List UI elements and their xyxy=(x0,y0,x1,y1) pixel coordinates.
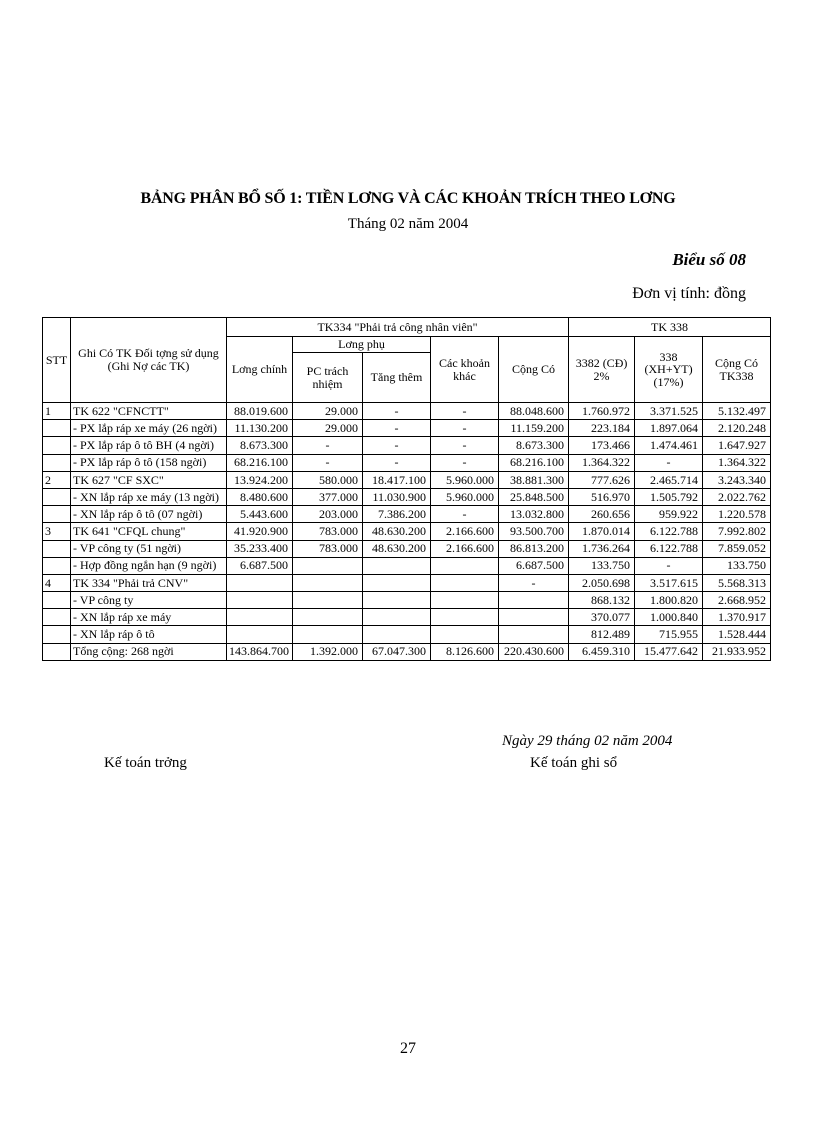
cell-tang-them: 48.630.200 xyxy=(363,523,431,540)
cell-3382: 516.970 xyxy=(569,488,635,505)
cell-338-xh-yt: 15.477.642 xyxy=(635,643,703,660)
form-number: Biểu số 08 xyxy=(672,250,746,269)
cell-pc-trach-nhiem xyxy=(293,557,363,574)
cell-luong-chinh: 6.687.500 xyxy=(227,557,293,574)
row-label: - XN lắp ráp ô tô xyxy=(71,626,227,643)
cell-cong-co: 25.848.500 xyxy=(499,488,569,505)
table-row xyxy=(43,540,771,557)
row-stt: 4 xyxy=(43,574,71,591)
cell-tang-them xyxy=(363,557,431,574)
cell-cac-khoan-khac: - xyxy=(431,454,499,471)
cell-3382: 6.459.310 xyxy=(569,643,635,660)
cell-cong-co-338: 2.120.248 xyxy=(703,420,771,437)
cell-luong-chinh: 11.130.200 xyxy=(227,420,293,437)
row-stt xyxy=(43,626,71,643)
cell-tang-them: 18.417.100 xyxy=(363,471,431,488)
table-row xyxy=(43,557,771,574)
cell-cong-co-338: 1.370.917 xyxy=(703,609,771,626)
cell-pc-trach-nhiem xyxy=(293,609,363,626)
row-label: - VP công ty (51 ngời) xyxy=(71,540,227,557)
cell-3382: 812.489 xyxy=(569,626,635,643)
row-stt xyxy=(43,506,71,523)
row-label: - PX lắp ráp ô tô BH (4 ngời) xyxy=(71,437,227,454)
cell-cac-khoan-khac: 2.166.600 xyxy=(431,523,499,540)
table-row xyxy=(43,488,771,505)
cell-luong-chinh: 41.920.900 xyxy=(227,523,293,540)
cell-pc-trach-nhiem: - xyxy=(293,454,363,471)
header-luong-phu: Lơng phụ xyxy=(293,337,431,353)
row-label: - VP công ty xyxy=(71,592,227,609)
cell-338-xh-yt: 6.122.788 xyxy=(635,523,703,540)
cell-3382: 173.466 xyxy=(569,437,635,454)
cell-cong-co: 88.048.600 xyxy=(499,403,569,420)
row-stt xyxy=(43,609,71,626)
cell-cong-co-338: 1.647.927 xyxy=(703,437,771,454)
cell-cong-co-338: 7.992.802 xyxy=(703,523,771,540)
cell-338-xh-yt: 6.122.788 xyxy=(635,540,703,557)
cell-luong-chinh xyxy=(227,592,293,609)
cell-tang-them xyxy=(363,626,431,643)
cell-cac-khoan-khac xyxy=(431,626,499,643)
row-label: TK 334 "Phải trả CNV" xyxy=(71,574,227,591)
cell-cong-co-338: 1.220.578 xyxy=(703,506,771,523)
table-row xyxy=(43,609,771,626)
cell-pc-trach-nhiem xyxy=(293,626,363,643)
cell-338-xh-yt: 1.800.820 xyxy=(635,592,703,609)
cell-tang-them: - xyxy=(363,454,431,471)
cell-3382: 1.760.972 xyxy=(569,403,635,420)
header-stt: STT xyxy=(43,318,71,403)
header-account: Ghi Có TK Đối tợng sử dụng (Ghi Nợ các TK) xyxy=(71,318,227,403)
header-tang-them: Tăng thêm xyxy=(363,353,431,403)
table-body xyxy=(43,403,771,661)
document-subtitle: Tháng 02 năm 2004 xyxy=(347,216,469,232)
cell-luong-chinh: 8.480.600 xyxy=(227,488,293,505)
cell-338-xh-yt: - xyxy=(635,557,703,574)
cell-338-xh-yt: 1.000.840 xyxy=(635,609,703,626)
cell-3382: 1.870.014 xyxy=(569,523,635,540)
cell-3382: 1.364.322 xyxy=(569,454,635,471)
cell-cong-co: 38.881.300 xyxy=(499,471,569,488)
row-label: TK 641 "CFQL chung" xyxy=(71,523,227,540)
table-row xyxy=(43,454,771,471)
table-row xyxy=(43,471,771,488)
cell-pc-trach-nhiem: 203.000 xyxy=(293,506,363,523)
row-label: - XN lắp ráp xe máy xyxy=(71,609,227,626)
page-number: 27 xyxy=(400,1040,416,1057)
cell-luong-chinh xyxy=(227,626,293,643)
table-row xyxy=(43,437,771,454)
table-row xyxy=(43,403,771,420)
cell-pc-trach-nhiem: - xyxy=(293,437,363,454)
row-label: TK 622 "CFNCTT" xyxy=(71,403,227,420)
row-stt xyxy=(43,592,71,609)
row-stt xyxy=(43,488,71,505)
row-stt xyxy=(43,454,71,471)
cell-3382: 868.132 xyxy=(569,592,635,609)
row-stt: 1 xyxy=(43,403,71,420)
cell-cong-co-338: 1.364.322 xyxy=(703,454,771,471)
signature-date: Ngày 29 tháng 02 năm 2004 xyxy=(502,733,673,749)
row-label: - XN lắp ráp xe máy (13 ngời) xyxy=(71,488,227,505)
cell-cac-khoan-khac: - xyxy=(431,437,499,454)
cell-tang-them: - xyxy=(363,420,431,437)
cell-cong-co: - xyxy=(499,574,569,591)
table-row xyxy=(43,626,771,643)
row-stt xyxy=(43,437,71,454)
cell-cong-co: 68.216.100 xyxy=(499,454,569,471)
row-label: - XN lắp ráp ô tô (07 ngời) xyxy=(71,506,227,523)
row-stt xyxy=(43,420,71,437)
cell-pc-trach-nhiem xyxy=(293,592,363,609)
header-3382: 3382 (CĐ) 2% xyxy=(569,337,635,403)
header-tk334: TK334 "Phải trả công nhân viên" xyxy=(227,318,569,337)
cell-cong-co xyxy=(499,609,569,626)
table-row xyxy=(43,420,771,437)
cell-3382: 1.736.264 xyxy=(569,540,635,557)
cell-luong-chinh: 8.673.300 xyxy=(227,437,293,454)
row-stt xyxy=(43,557,71,574)
cell-tang-them: 7.386.200 xyxy=(363,506,431,523)
cell-338-xh-yt: 2.465.714 xyxy=(635,471,703,488)
chief-accountant-label: Kế toán trởng xyxy=(104,755,187,771)
cell-pc-trach-nhiem: 377.000 xyxy=(293,488,363,505)
cell-cong-co-338: 1.528.444 xyxy=(703,626,771,643)
cell-pc-trach-nhiem: 29.000 xyxy=(293,420,363,437)
cell-338-xh-yt: 715.955 xyxy=(635,626,703,643)
table-row xyxy=(43,574,771,591)
cell-cong-co-338: 5.132.497 xyxy=(703,403,771,420)
cell-cac-khoan-khac: - xyxy=(431,420,499,437)
cell-luong-chinh xyxy=(227,609,293,626)
cell-pc-trach-nhiem: 580.000 xyxy=(293,471,363,488)
cell-luong-chinh: 5.443.600 xyxy=(227,506,293,523)
cell-338-xh-yt: 1.897.064 xyxy=(635,420,703,437)
cell-cong-co-338: 7.859.052 xyxy=(703,540,771,557)
unit-label: Đơn vị tính: đồng xyxy=(632,285,746,302)
cell-cac-khoan-khac: - xyxy=(431,506,499,523)
cell-pc-trach-nhiem: 29.000 xyxy=(293,403,363,420)
header-luong-chinh: Lơng chính xyxy=(227,337,293,403)
cell-cong-co-338: 3.243.340 xyxy=(703,471,771,488)
row-label: - PX lắp ráp xe máy (26 ngời) xyxy=(71,420,227,437)
header-tk338: TK 338 xyxy=(569,318,771,337)
row-label: - PX lắp ráp ô tô (158 ngời) xyxy=(71,454,227,471)
cell-cong-co: 8.673.300 xyxy=(499,437,569,454)
cell-pc-trach-nhiem: 783.000 xyxy=(293,523,363,540)
cell-338-xh-yt: 3.371.525 xyxy=(635,403,703,420)
cell-pc-trach-nhiem: 783.000 xyxy=(293,540,363,557)
cell-cac-khoan-khac xyxy=(431,574,499,591)
row-label: TK 627 "CF SXC" xyxy=(71,471,227,488)
cell-cong-co-338: 133.750 xyxy=(703,557,771,574)
cell-tang-them: - xyxy=(363,437,431,454)
cell-tang-them xyxy=(363,592,431,609)
cell-tang-them xyxy=(363,574,431,591)
cell-cong-co-338: 21.933.952 xyxy=(703,643,771,660)
cell-cong-co: 220.430.600 xyxy=(499,643,569,660)
cell-cac-khoan-khac xyxy=(431,557,499,574)
cell-cong-co-338: 2.022.762 xyxy=(703,488,771,505)
cell-cac-khoan-khac: - xyxy=(431,403,499,420)
cell-cac-khoan-khac xyxy=(431,592,499,609)
cell-luong-chinh: 68.216.100 xyxy=(227,454,293,471)
cell-cong-co xyxy=(499,592,569,609)
cell-luong-chinh: 35.233.400 xyxy=(227,540,293,557)
cell-tang-them xyxy=(363,609,431,626)
row-stt: 2 xyxy=(43,471,71,488)
row-stt: 3 xyxy=(43,523,71,540)
cell-338-xh-yt: 959.922 xyxy=(635,506,703,523)
cell-tang-them: 11.030.900 xyxy=(363,488,431,505)
cell-luong-chinh: 13.924.200 xyxy=(227,471,293,488)
recording-accountant-label: Kế toán ghi sổ xyxy=(530,755,618,771)
cell-3382: 223.184 xyxy=(569,420,635,437)
cell-tang-them: 48.630.200 xyxy=(363,540,431,557)
table-row xyxy=(43,506,771,523)
cell-cong-co: 11.159.200 xyxy=(499,420,569,437)
cell-tang-them: 67.047.300 xyxy=(363,643,431,660)
cell-cong-co xyxy=(499,626,569,643)
allocation-table xyxy=(42,317,771,661)
cell-338-xh-yt: - xyxy=(635,454,703,471)
cell-cong-co: 93.500.700 xyxy=(499,523,569,540)
cell-cong-co-338: 2.668.952 xyxy=(703,592,771,609)
cell-cac-khoan-khac xyxy=(431,609,499,626)
row-stt xyxy=(43,540,71,557)
cell-tang-them: - xyxy=(363,403,431,420)
row-label: - Hợp đồng ngắn hạn (9 ngời) xyxy=(71,557,227,574)
table-row xyxy=(43,523,771,540)
cell-cac-khoan-khac: 5.960.000 xyxy=(431,488,499,505)
cell-cac-khoan-khac: 5.960.000 xyxy=(431,471,499,488)
cell-cong-co-338: 5.568.313 xyxy=(703,574,771,591)
table-row xyxy=(43,592,771,609)
cell-cong-co: 6.687.500 xyxy=(499,557,569,574)
cell-cac-khoan-khac: 2.166.600 xyxy=(431,540,499,557)
cell-338-xh-yt: 1.505.792 xyxy=(635,488,703,505)
cell-338-xh-yt: 3.517.615 xyxy=(635,574,703,591)
cell-luong-chinh xyxy=(227,574,293,591)
header-cong-co-338: Cộng Có TK338 xyxy=(703,337,771,403)
header-pc-trach-nhiem: PC trách nhiệm xyxy=(293,353,363,403)
row-label: Tổng cộng: 268 ngời xyxy=(71,643,227,660)
header-cac-khoan-khac: Các khoản khác xyxy=(431,337,499,403)
document-title: BẢNG PHÂN BỔ SỐ 1: TIỀN LƠNG VÀ CÁC KHOẢN TRÍCH THEO LƠNG xyxy=(140,190,676,207)
header-cong-co: Cộng Có xyxy=(499,337,569,403)
cell-cong-co: 86.813.200 xyxy=(499,540,569,557)
cell-cac-khoan-khac: 8.126.600 xyxy=(431,643,499,660)
cell-luong-chinh: 88.019.600 xyxy=(227,403,293,420)
cell-338-xh-yt: 1.474.461 xyxy=(635,437,703,454)
cell-3382: 133.750 xyxy=(569,557,635,574)
cell-luong-chinh: 143.864.700 xyxy=(227,643,293,660)
cell-pc-trach-nhiem xyxy=(293,574,363,591)
cell-pc-trach-nhiem: 1.392.000 xyxy=(293,643,363,660)
table-row xyxy=(43,643,771,660)
cell-3382: 777.626 xyxy=(569,471,635,488)
cell-3382: 2.050.698 xyxy=(569,574,635,591)
cell-3382: 370.077 xyxy=(569,609,635,626)
header-338-xh-yt: 338 (XH+YT) (17%) xyxy=(635,337,703,403)
cell-3382: 260.656 xyxy=(569,506,635,523)
cell-cong-co: 13.032.800 xyxy=(499,506,569,523)
row-stt xyxy=(43,643,71,660)
